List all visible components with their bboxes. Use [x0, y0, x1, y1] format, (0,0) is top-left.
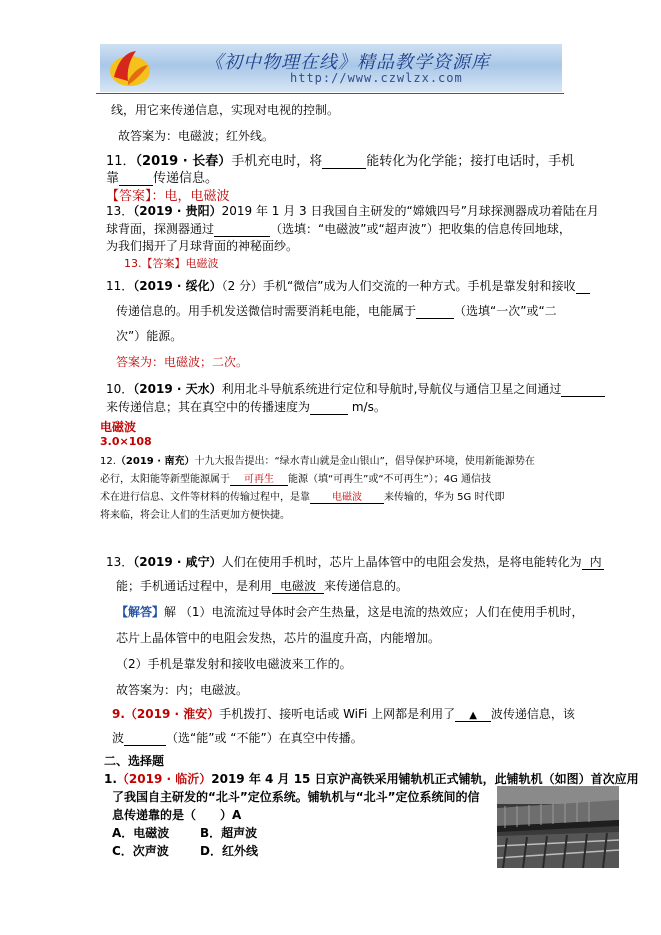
- fill-em-wave-2: 电磁波: [272, 579, 324, 594]
- answer-13-xianning: 故答案为：内；电磁波。: [116, 683, 249, 697]
- question-10-tianshui: 10．（2019 · 天水）利用北斗导航系统进行定位和导航时,导航仪与通信卫星之间通过: [106, 380, 605, 397]
- option-b: B．超声波: [200, 826, 258, 840]
- option-d: D．红外线: [200, 844, 258, 858]
- question-9-huaian: 9.（2019 · 淮安）手机拨打、接听电话或 WiFi 上网都是利用了 ▲ 波传递信息，该: [112, 707, 575, 721]
- question-12-nanchong: 12.（2019 · 南充）十九大报告提出：“绿水青山就是金山银山”，倡导保护环境，使用新能源势在: [100, 456, 535, 467]
- question-12-nanchong-line2: 必行，太阳能等新型能源属于 可再生 能源（填“可再生”或“不可再生”）；4G 通信技: [100, 474, 492, 485]
- section-title-choice: 二、选择题: [104, 754, 165, 768]
- question-1-linyi: 1.（2019 · 临沂）2019 年 4 月 15 日京沪高铁采用铺轨机正式铺轨，此铺轨机（如图）首次应用: [104, 772, 639, 786]
- header-divider: [96, 93, 564, 94]
- fill-em-wave: 电磁波: [310, 492, 384, 504]
- solution-13-xianning: 【解答】解 （1）电流流过导体时会产生热量，这是电流的热效应；人们在使用手机时，: [116, 605, 584, 619]
- fill-internal: 内: [582, 555, 604, 570]
- track-machine-image-icon: [497, 786, 619, 868]
- question-13-guiyang: 13．（2019 · 贵阳）2019 年 1 月 3 日我国自主研发的“嫦娥四号”月球探测器成功着陆在月: [106, 204, 599, 218]
- answer-13-guiyang: 13.【答案】电磁波: [124, 257, 219, 270]
- answer-11-changchun: 【答案】：电，电磁波: [106, 189, 230, 204]
- question-9-huaian-line2: 波 （选“能”或 “不能”）在真空中传播。: [112, 731, 363, 745]
- question-1-linyi-line3: 息传递靠的是（ ）A: [112, 808, 242, 822]
- solution-13-xianning-line2: 芯片上晶体管中的电阻会发热，芯片的温度升高，内能增加。: [116, 631, 441, 645]
- site-title: 《初中物理在线》精品教学资源库: [205, 52, 490, 73]
- fill-marker: ▲: [455, 710, 491, 722]
- site-logo-icon: [106, 47, 152, 89]
- fill-renewable: 可再生: [230, 474, 288, 486]
- question-1-linyi-line2: 了我国自主研发的“北斗”定位系统。铺轨机与“北斗”定位系统间的信: [112, 790, 480, 804]
- question-11-suihua: 11．（2019 · 绥化）（2 分）手机“微信”成为人们交流的一种方式。手机是靠发射和接收: [106, 277, 590, 294]
- question-13-xianning: 13．（2019 · 咸宁）人们在使用手机时，芯片上晶体管中的电阻会发热，是将电能转化为 内: [106, 555, 602, 569]
- question-13-guiyang-line3: 为我们揭开了月球背面的神秘面纱。: [106, 239, 299, 253]
- question-11-changchun: 11．（2019 · 长春）手机充电时，将 能转化为化学能；接打电话时，手机: [106, 154, 575, 169]
- question-13-guiyang-line2: 球背面，探测器通过 （选填：“电磁波”或“超声波”）把收集的信息传回地球，: [106, 222, 571, 236]
- answer-10-tianshui-2: 3.0×108: [100, 435, 152, 448]
- answer-line: 故答案为：电磁波；红外线。: [118, 129, 275, 143]
- question-12-nanchong-line3: 术在进行信息、文件等材料的传输过程中，是靠 电磁波 来传输的，华为 5G 时代即: [100, 492, 505, 503]
- track-laying-machine-photo: [497, 786, 619, 868]
- text-line: 线，用它来传递信息，实现对电视的控制。: [111, 103, 340, 117]
- answer-10-tianshui-1: 电磁波: [100, 420, 137, 434]
- question-12-nanchong-line4: 将来临，将会让人们的生活更加方便快捷。: [100, 510, 290, 521]
- answer-11-suihua: 答案为：电磁波；二次。: [116, 355, 249, 369]
- solution-13-xianning-line3: （2）手机是靠发射和接收电磁波来工作的。: [116, 657, 352, 671]
- question-11-suihua-line2: 传递信息的。用手机发送微信时需要消耗电能，电能属于 （选填“一次”或“二: [116, 304, 557, 318]
- site-url: http://www.czwlzx.com: [290, 71, 463, 85]
- question-10-tianshui-line2: 来传递信息；其在真空中的传播速度为 m/s。: [106, 400, 386, 414]
- option-a: A．电磁波: [112, 826, 170, 840]
- question-13-xianning-line2: 能；手机通话过程中，是利用 电磁波 来传递信息的。: [116, 579, 409, 593]
- header-banner: [100, 44, 562, 92]
- question-11-suihua-line3: 次”）能源。: [116, 329, 183, 343]
- option-c: C．次声波: [112, 844, 169, 858]
- question-11-changchun-line2: 靠 传递信息。: [106, 171, 219, 186]
